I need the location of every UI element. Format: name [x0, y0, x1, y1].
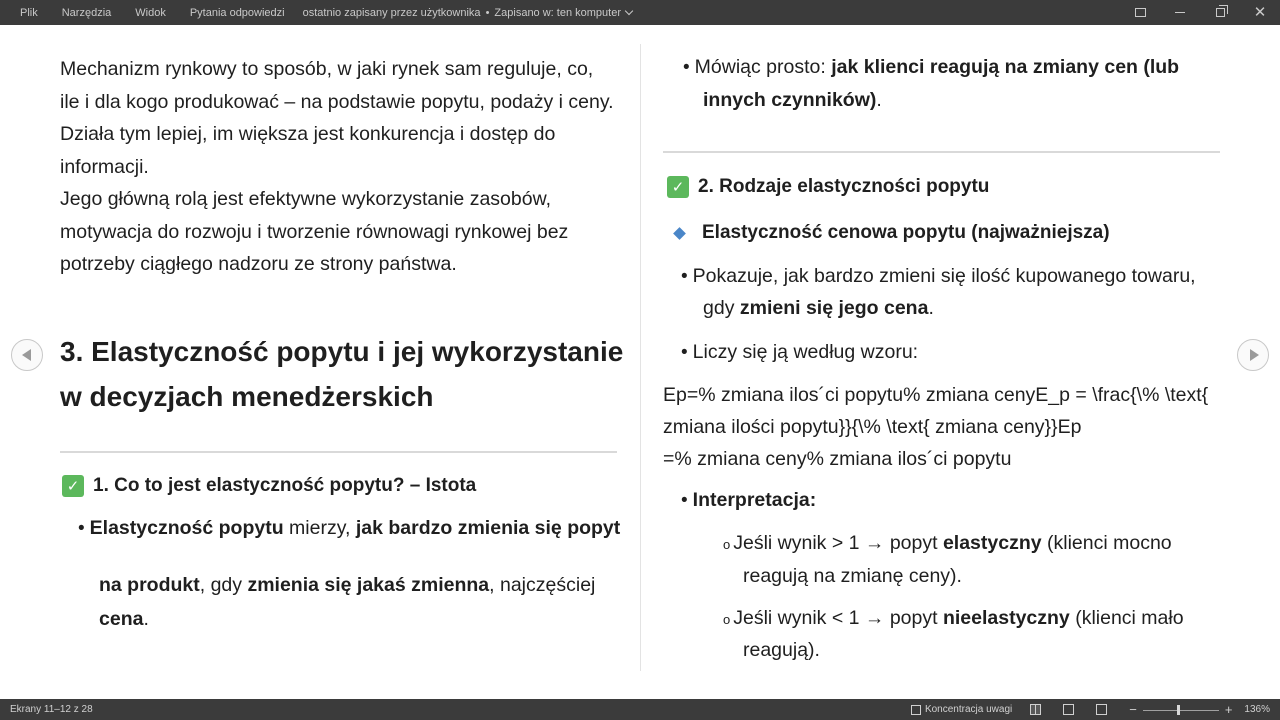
list-item-continuation	[703, 297, 934, 320]
intro-line: ile i dla kogo produkować – na podstawie popytu, podaży i ceny.	[60, 90, 614, 113]
list-item	[681, 489, 816, 512]
status-bar	[0, 699, 1280, 720]
check-mark-icon: ✓	[62, 475, 84, 497]
sub-list-item-continuation: reagują).	[743, 639, 820, 661]
fit-window-icon	[1135, 8, 1146, 17]
saved-by-text: ostatnio zapisany przez użytkownika	[302, 6, 481, 19]
window-controls	[1120, 0, 1280, 25]
bullet-icon: •	[681, 490, 688, 511]
bold-text: jak klienci reagują na zmiany cen (lub	[831, 56, 1180, 78]
focus-label: Koncentracja uwagi	[924, 704, 1013, 715]
fit-to-window-button[interactable]	[1120, 0, 1160, 25]
section-2-heading	[667, 176, 989, 198]
text: .	[876, 89, 882, 111]
bullet-icon: •	[681, 266, 688, 287]
list-item	[681, 341, 918, 364]
menu-file[interactable]: Plik	[20, 6, 38, 19]
list-item	[683, 56, 1179, 79]
previous-screen-button[interactable]	[11, 339, 43, 371]
check-mark-icon: ✓	[667, 176, 689, 198]
zoom-out-button[interactable]: −	[1129, 702, 1137, 717]
list-item-continuation	[99, 574, 595, 597]
minimize-icon	[1175, 12, 1185, 13]
intro-line: Działa tym lepiej, im większa jest konkurencja i dostęp do	[60, 123, 556, 145]
bold-text: elastyczny	[942, 532, 1042, 554]
focus-icon	[911, 705, 921, 715]
circle-bullet-icon: o	[723, 612, 731, 627]
horizontal-rule	[663, 151, 1220, 153]
title-bar	[0, 0, 1280, 25]
text: Jeśli wynik < 1 → popyt	[733, 607, 943, 629]
menu-questions[interactable]: Pytania odpowiedzi	[189, 6, 285, 19]
intro-line: informacji.	[60, 155, 149, 178]
status-bar-controls	[911, 699, 1270, 720]
text: Pokazuje, jak bardzo zmieni się ilość kupowanego towaru,	[692, 265, 1196, 287]
subsection-heading	[663, 222, 1110, 244]
read-mode-icon[interactable]	[1030, 704, 1041, 715]
section-heading: w decyzjach menedżerskich	[60, 381, 434, 412]
bold-text: jak bardzo zmienia się popyt	[355, 517, 621, 539]
focus-mode-button[interactable]	[911, 704, 1012, 715]
diamond-icon	[673, 227, 686, 240]
bold-text: nieelastyczny	[942, 607, 1070, 629]
sub-list-item	[723, 607, 1184, 630]
text: Mówiąc prosto:	[694, 56, 832, 78]
bold-text: Interpretacja:	[692, 489, 817, 511]
text: (klienci mocno	[1041, 532, 1172, 554]
restore-button[interactable]	[1200, 0, 1240, 25]
bullet-icon: •	[681, 342, 688, 363]
intro-line: potrzeby ciągłego nadzoru ze strony państwa.	[60, 253, 457, 275]
section-2-text: 2. Rodzaje elastyczności popytu	[698, 176, 990, 197]
zoom-level[interactable]: 136%	[1244, 704, 1270, 715]
formula-line: Ep=% zmiana ilos´ci popytu% zmiana cenyE_p = \frac{\% \text{	[663, 384, 1209, 406]
save-location-text: Zapisano w: ten komputer	[494, 6, 621, 19]
print-layout-icon[interactable]	[1063, 704, 1074, 715]
bold-text: cena	[99, 608, 144, 630]
list-item-continuation	[99, 608, 149, 631]
list-item-continuation	[703, 89, 882, 112]
text: (klienci mało	[1069, 607, 1184, 629]
zoom-in-button[interactable]: +	[1224, 702, 1233, 717]
zoom-slider-thumb[interactable]	[1177, 705, 1180, 715]
left-page	[60, 25, 624, 699]
text: , gdy	[199, 574, 248, 596]
zoom-slider[interactable]	[1143, 705, 1219, 715]
right-page	[663, 25, 1223, 699]
bold-text: innych czynników)	[703, 89, 877, 111]
text: .	[143, 608, 149, 630]
menu-tools[interactable]: Narzędzia	[61, 6, 112, 19]
bullet-icon: •	[683, 57, 690, 78]
menu-view[interactable]: Widok	[135, 6, 166, 19]
text: gdy	[703, 297, 740, 319]
bold-text: zmieni się jego cena	[739, 297, 929, 319]
status-separator: •	[485, 6, 490, 19]
web-layout-icon[interactable]	[1096, 704, 1107, 715]
text: .	[928, 297, 934, 319]
arrow-left-icon	[22, 349, 31, 361]
arrow-right-icon	[1250, 349, 1259, 361]
sub-list-item	[723, 532, 1172, 555]
text: , najczęściej	[489, 574, 596, 596]
subsection-text: Elastyczność cenowa popytu (najważniejsza)	[702, 222, 1110, 243]
horizontal-rule	[60, 451, 617, 453]
bold-text: na produkt	[99, 574, 200, 596]
list-item	[78, 517, 620, 540]
minimize-button[interactable]	[1160, 0, 1200, 25]
close-icon: ✕	[1253, 4, 1267, 21]
text: Liczy się ją według wzoru:	[692, 341, 919, 363]
subheading-essence	[62, 475, 476, 497]
menu-bar	[0, 0, 632, 25]
close-button[interactable]	[1240, 0, 1280, 25]
sub-list-item-continuation: reagują na zmianę ceny).	[743, 565, 962, 587]
page-counter: Ekrany 11–12 z 28	[10, 704, 93, 715]
text: mierzy,	[283, 517, 356, 539]
chevron-down-icon[interactable]	[625, 7, 633, 15]
list-item	[681, 265, 1196, 288]
formula-line: zmiana ilości popytu}}{\% \text{ zmiana ceny}}Ep	[663, 416, 1082, 438]
section-heading: 3. Elastyczność popytu i jej wykorzystanie	[60, 336, 624, 367]
circle-bullet-icon: o	[723, 537, 731, 552]
bold-text: Elastyczność popytu	[89, 517, 284, 539]
intro-line: Mechanizm rynkowy to sposób, w jaki rynek sam reguluje, co,	[60, 58, 594, 80]
intro-line: motywacja do rozwoju i tworzenie równowagi rynkowej bez	[60, 220, 569, 243]
subheading-text: 1. Co to jest elastyczność popytu? – Istota	[93, 475, 477, 496]
intro-line: Jego główną rolą jest efektywne wykorzystanie zasobów,	[60, 188, 552, 210]
text: Jeśli wynik > 1 → popyt	[733, 532, 943, 554]
next-screen-button[interactable]	[1237, 339, 1269, 371]
document-status[interactable]	[303, 7, 632, 19]
bullet-icon: •	[78, 518, 85, 539]
formula-line: =% zmiana ceny% zmiana ilos´ci popytu	[663, 448, 1012, 470]
page-divider	[640, 44, 641, 671]
restore-icon	[1216, 8, 1225, 17]
bold-text: zmienia się jakaś zmienna	[247, 574, 490, 596]
